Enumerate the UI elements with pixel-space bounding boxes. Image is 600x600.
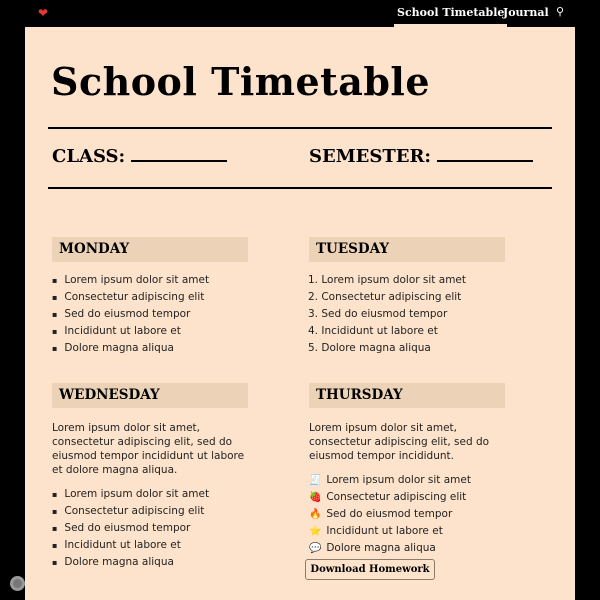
list-item: ▪ Dolore magna aliqua xyxy=(52,340,209,357)
tuesday-list xyxy=(308,272,466,357)
strawberry-icon: 🍓 xyxy=(309,492,322,503)
tuesday-heading: TUESDAY xyxy=(309,237,505,262)
nav-school-timetable[interactable]: School Timetable xyxy=(397,6,505,19)
list-item: 4. Incididunt ut labore et xyxy=(308,325,438,337)
class-label: CLASS: xyxy=(52,146,126,167)
wednesday-paragraph: Lorem ipsum dolor sit amet, consectetur adipiscing elit, sed do eiusmod tempor incididunt ut labore et dolore magna aliqua. xyxy=(52,422,245,476)
star-icon: ⭐ xyxy=(309,526,322,537)
info-button[interactable] xyxy=(10,576,25,591)
class-blank xyxy=(131,148,227,162)
semester-field xyxy=(309,146,533,167)
content-panel xyxy=(25,27,575,600)
list-item: 5. Dolore magna aliqua xyxy=(308,342,431,354)
nav-journal[interactable]: Journal xyxy=(503,6,549,19)
divider xyxy=(48,187,552,189)
item-text: Incididunt ut labore et xyxy=(326,525,443,537)
list-item xyxy=(309,523,471,540)
list-item: ▪ Incididunt ut labore et xyxy=(52,323,209,340)
wednesday-heading: WEDNESDAY xyxy=(52,383,248,408)
list-item: ▪ Sed do eiusmod tempor xyxy=(52,306,209,323)
list-item xyxy=(309,506,471,523)
heart-icon[interactable]: ❤ xyxy=(38,6,49,20)
list-item: ▪ Consectetur adipiscing elit xyxy=(52,503,209,520)
thursday-paragraph: Lorem ipsum dolor sit amet, consectetur adipiscing elit, sed do eiusmod tempor incididunt. xyxy=(309,422,490,462)
top-nav xyxy=(0,0,600,27)
monday-heading: MONDAY xyxy=(52,237,248,262)
list-item: ▪ Incididunt ut labore et xyxy=(52,537,209,554)
search-icon[interactable]: ⚲ xyxy=(556,5,565,18)
class-field xyxy=(52,146,227,167)
wednesday-list xyxy=(52,486,209,571)
item-text: Consectetur adipiscing elit xyxy=(326,491,467,503)
list-item: ▪ Dolore magna aliqua xyxy=(52,554,209,571)
monday-list xyxy=(52,272,209,357)
list-item: ▪ Lorem ipsum dolor sit amet xyxy=(52,486,209,503)
thursday-list xyxy=(309,472,471,557)
thursday-heading: THURSDAY xyxy=(309,383,505,408)
page-title: School Timetable xyxy=(51,59,431,104)
list-item xyxy=(309,472,471,489)
semester-blank xyxy=(437,148,533,162)
item-text: Lorem ipsum dolor sit amet xyxy=(326,474,471,486)
list-item: 2. Consectetur adipiscing elit xyxy=(308,291,462,303)
list-item xyxy=(309,540,471,557)
list-item: ▪ Lorem ipsum dolor sit amet xyxy=(52,272,209,289)
item-text: Dolore magna aliqua xyxy=(326,542,436,554)
speech-bubble-icon: 💬 xyxy=(309,543,322,554)
divider xyxy=(48,127,552,129)
list-item: ▪ Sed do eiusmod tempor xyxy=(52,520,209,537)
fire-icon: 🔥 xyxy=(309,509,322,520)
receipt-icon: 🧾 xyxy=(309,475,322,486)
download-homework-button[interactable]: Download Homework xyxy=(305,559,435,580)
list-item: ▪ Consectetur adipiscing elit xyxy=(52,289,209,306)
list-item xyxy=(309,489,471,506)
semester-label: SEMESTER: xyxy=(309,146,432,167)
item-text: Sed do eiusmod tempor xyxy=(326,508,453,520)
list-item: 1. Lorem ipsum dolor sit amet xyxy=(308,274,466,286)
list-item: 3. Sed do eiusmod tempor xyxy=(308,308,448,320)
